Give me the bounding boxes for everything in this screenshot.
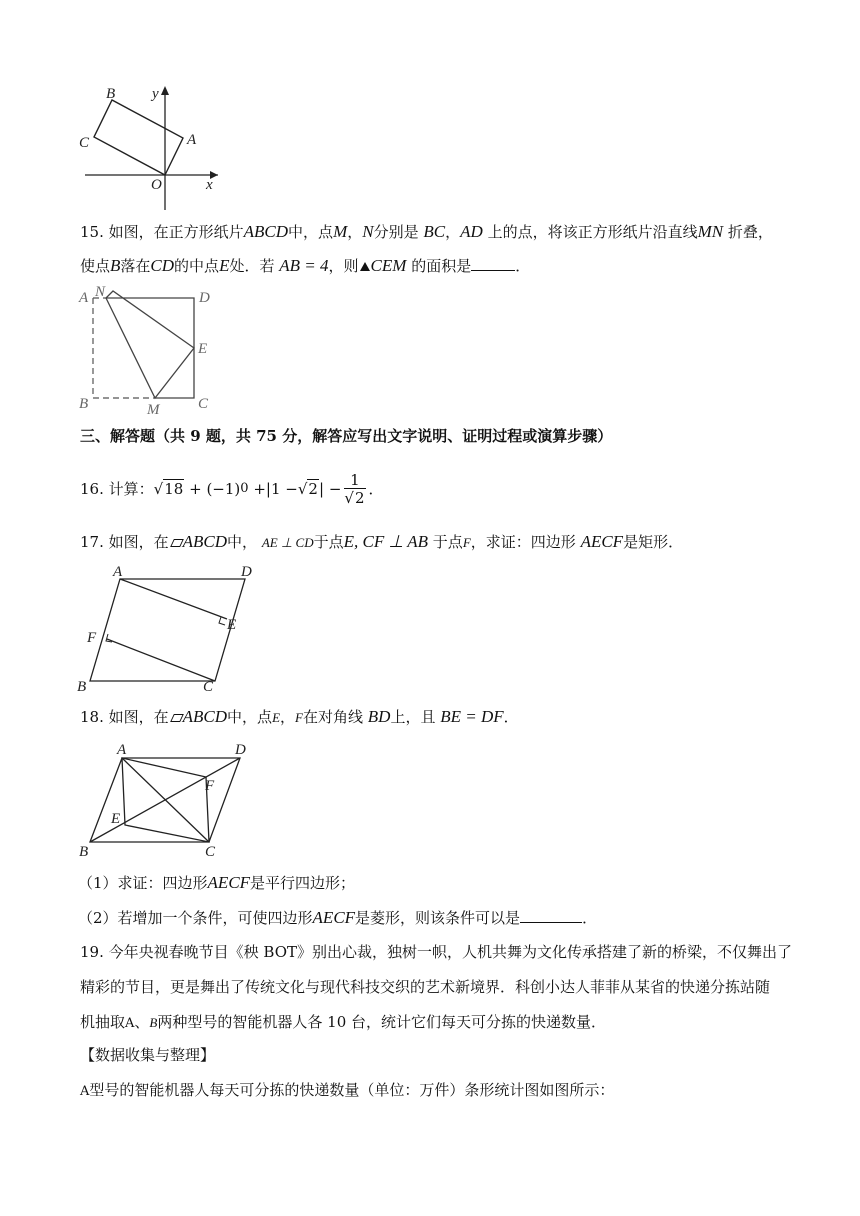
parallelogram-symbol bbox=[170, 713, 182, 722]
label-C: C bbox=[198, 396, 209, 412]
label-C: C bbox=[203, 679, 214, 694]
text: 上，且 bbox=[390, 708, 436, 726]
radicand: 2 bbox=[308, 480, 318, 498]
math: CEM bbox=[370, 256, 407, 275]
q19-heading: 【数据收集与整理】 bbox=[80, 1046, 216, 1064]
math: AECF bbox=[207, 873, 251, 892]
label-B: B bbox=[77, 679, 87, 694]
math: BD bbox=[367, 707, 391, 726]
text: ． bbox=[515, 257, 531, 275]
math: | bbox=[318, 480, 325, 498]
q19-line5 bbox=[80, 1080, 614, 1102]
label-A: A bbox=[117, 742, 127, 758]
q19-line3 bbox=[80, 1012, 606, 1034]
text: 计算： bbox=[108, 480, 154, 498]
segment-AE bbox=[120, 579, 227, 619]
math: |1 − bbox=[265, 480, 298, 498]
math: AB = 4 bbox=[279, 256, 329, 275]
text: 的面积是 bbox=[411, 257, 472, 275]
math: BE = DF bbox=[440, 707, 504, 726]
math: N bbox=[362, 222, 374, 241]
text: 折叠， bbox=[727, 223, 773, 241]
label-A: A bbox=[79, 290, 89, 306]
text: 中， bbox=[227, 533, 258, 551]
label-O: O bbox=[151, 177, 162, 193]
answer-blank bbox=[471, 256, 515, 271]
math: E, CF ⊥ AB bbox=[343, 532, 429, 551]
math: AECF bbox=[312, 908, 356, 927]
text: 处．若 bbox=[229, 257, 275, 275]
math: B bbox=[149, 1015, 158, 1030]
q15-line1 bbox=[80, 222, 773, 242]
label-N: N bbox=[95, 284, 106, 300]
q15-number: 15. bbox=[80, 223, 104, 241]
text: 是矩形． bbox=[623, 533, 684, 551]
label-D: D bbox=[235, 742, 246, 758]
folded-part bbox=[106, 291, 194, 398]
q19-line2: 精彩的节目，更是舞出了传统文化与现代科技交织的艺术新境界．科创小达人菲菲从某省的快递分拣站随 bbox=[80, 978, 771, 996]
math: F bbox=[295, 710, 303, 725]
math: M bbox=[333, 222, 348, 241]
text: 是菱形，则该条件可以是 bbox=[355, 909, 521, 927]
label-x: x bbox=[206, 177, 213, 193]
math: F bbox=[462, 535, 471, 550]
answer-blank bbox=[520, 908, 582, 923]
label-F: F bbox=[87, 630, 97, 646]
figure-coordinate-rectangle bbox=[70, 80, 230, 215]
text: ． bbox=[368, 480, 384, 498]
operator: − bbox=[328, 480, 342, 498]
label-C: C bbox=[205, 844, 216, 860]
q16-number: 16. bbox=[80, 480, 104, 498]
operator: + bbox=[189, 480, 202, 498]
math: (−1) bbox=[206, 480, 241, 498]
text: ． bbox=[503, 708, 519, 726]
label-C: C bbox=[79, 135, 90, 151]
denominator: √2 bbox=[344, 488, 365, 507]
text: 上的点，将该正方形纸片沿直线 bbox=[487, 223, 698, 241]
label-D: D bbox=[241, 564, 252, 580]
sqrt-18: √18 bbox=[153, 480, 184, 498]
text: （2）若增加一个条件，可使四边形 bbox=[78, 909, 313, 927]
rectangle-OABC bbox=[94, 100, 183, 175]
label-E: E bbox=[227, 617, 237, 633]
text: 的中点 bbox=[174, 257, 220, 275]
parallelogram-ABCD bbox=[90, 579, 245, 681]
math: AD bbox=[460, 222, 483, 241]
label-A: A bbox=[113, 564, 123, 580]
text: （1）求证：四边形 bbox=[78, 874, 208, 892]
label-A: A bbox=[187, 132, 197, 148]
sqrt-2: √2 bbox=[297, 480, 318, 498]
parallelogram-symbol bbox=[170, 538, 182, 547]
q18-number: 18. bbox=[80, 708, 104, 726]
q18-part1 bbox=[78, 873, 355, 893]
math: ABCD bbox=[243, 222, 289, 241]
text: 分别是 bbox=[373, 223, 419, 241]
text: 于点 bbox=[313, 533, 344, 551]
math: ABCD bbox=[182, 707, 228, 726]
q18-line bbox=[80, 707, 519, 728]
fraction bbox=[344, 472, 365, 507]
text: 使点 bbox=[80, 257, 111, 275]
text: 落在 bbox=[120, 257, 151, 275]
label-B: B bbox=[79, 844, 89, 860]
text: ， bbox=[347, 223, 363, 241]
section-heading: 三、解答题（共 9 题，共 75 分，解答应写出文字说明、证明过程或演算步骤） bbox=[80, 427, 613, 445]
math: A bbox=[80, 1084, 90, 1099]
text: 于点 bbox=[432, 533, 463, 551]
label-M: M bbox=[147, 402, 160, 418]
math: ABCD bbox=[182, 532, 228, 551]
text: 在对角线 bbox=[302, 708, 363, 726]
radicand: 2 bbox=[354, 488, 365, 507]
figure-folded-square bbox=[75, 284, 225, 419]
radicand: 18 bbox=[164, 480, 184, 498]
q18-part2 bbox=[78, 908, 597, 928]
math: B bbox=[110, 256, 121, 275]
square-side bbox=[106, 298, 194, 398]
q17-line bbox=[80, 532, 683, 553]
math: E bbox=[272, 710, 281, 725]
q16-line bbox=[80, 472, 384, 506]
text: 中，点 bbox=[227, 708, 273, 726]
text: ， bbox=[445, 223, 461, 241]
label-F: F bbox=[205, 778, 215, 794]
text: 两种型号的智能机器人各 10 台，统计它们每天可分拣的快递数量． bbox=[157, 1013, 607, 1031]
text: 如图，在 bbox=[108, 533, 169, 551]
label-E: E bbox=[111, 811, 121, 827]
label-y: y bbox=[152, 86, 159, 102]
text: 、 bbox=[134, 1013, 150, 1031]
q15-line2 bbox=[80, 256, 530, 276]
text: 中，点 bbox=[288, 223, 334, 241]
text: 型号的智能机器人每天可分拣的快递数量（单位：万件）条形统计图如图所示： bbox=[89, 1081, 615, 1099]
text: 是平行四边形； bbox=[250, 874, 356, 892]
math: CD bbox=[150, 256, 175, 275]
figure-parallelogram-diagonal bbox=[75, 738, 265, 863]
triangle-symbol bbox=[360, 262, 370, 271]
exponent: 0 bbox=[240, 481, 249, 496]
math: A bbox=[125, 1016, 135, 1031]
q19-line1: 19. 今年央视春晚节目《秧 BOT》别出心裁，独树一帜，人机共舞为文化传承搭建了新的桥梁，不仅舞出了 bbox=[80, 943, 792, 961]
q17-number: 17. bbox=[80, 533, 104, 551]
segment-FC bbox=[107, 639, 215, 681]
text: ． bbox=[582, 909, 598, 927]
numerator: 1 bbox=[344, 472, 365, 489]
figure-parallelogram-rectangle bbox=[75, 564, 265, 694]
text: 机抽取 bbox=[80, 1013, 126, 1031]
label-E: E bbox=[198, 341, 208, 357]
text: 如图，在 bbox=[108, 708, 169, 726]
text: ，则 bbox=[328, 257, 359, 275]
math: E bbox=[219, 256, 230, 275]
math: MN bbox=[697, 222, 724, 241]
label-D: D bbox=[199, 290, 210, 306]
math: AECF bbox=[580, 532, 624, 551]
diagonal-AC bbox=[122, 758, 209, 842]
operator: + bbox=[253, 480, 266, 498]
text: ，求证：四边形 bbox=[470, 533, 576, 551]
math: BC bbox=[423, 222, 446, 241]
label-B: B bbox=[106, 86, 116, 102]
text: 如图，在正方形纸片 bbox=[108, 223, 244, 241]
text: ， bbox=[280, 708, 296, 726]
y-axis-arrow bbox=[161, 86, 169, 95]
math: AE ⊥ CD bbox=[261, 535, 314, 550]
label-B: B bbox=[79, 396, 89, 412]
